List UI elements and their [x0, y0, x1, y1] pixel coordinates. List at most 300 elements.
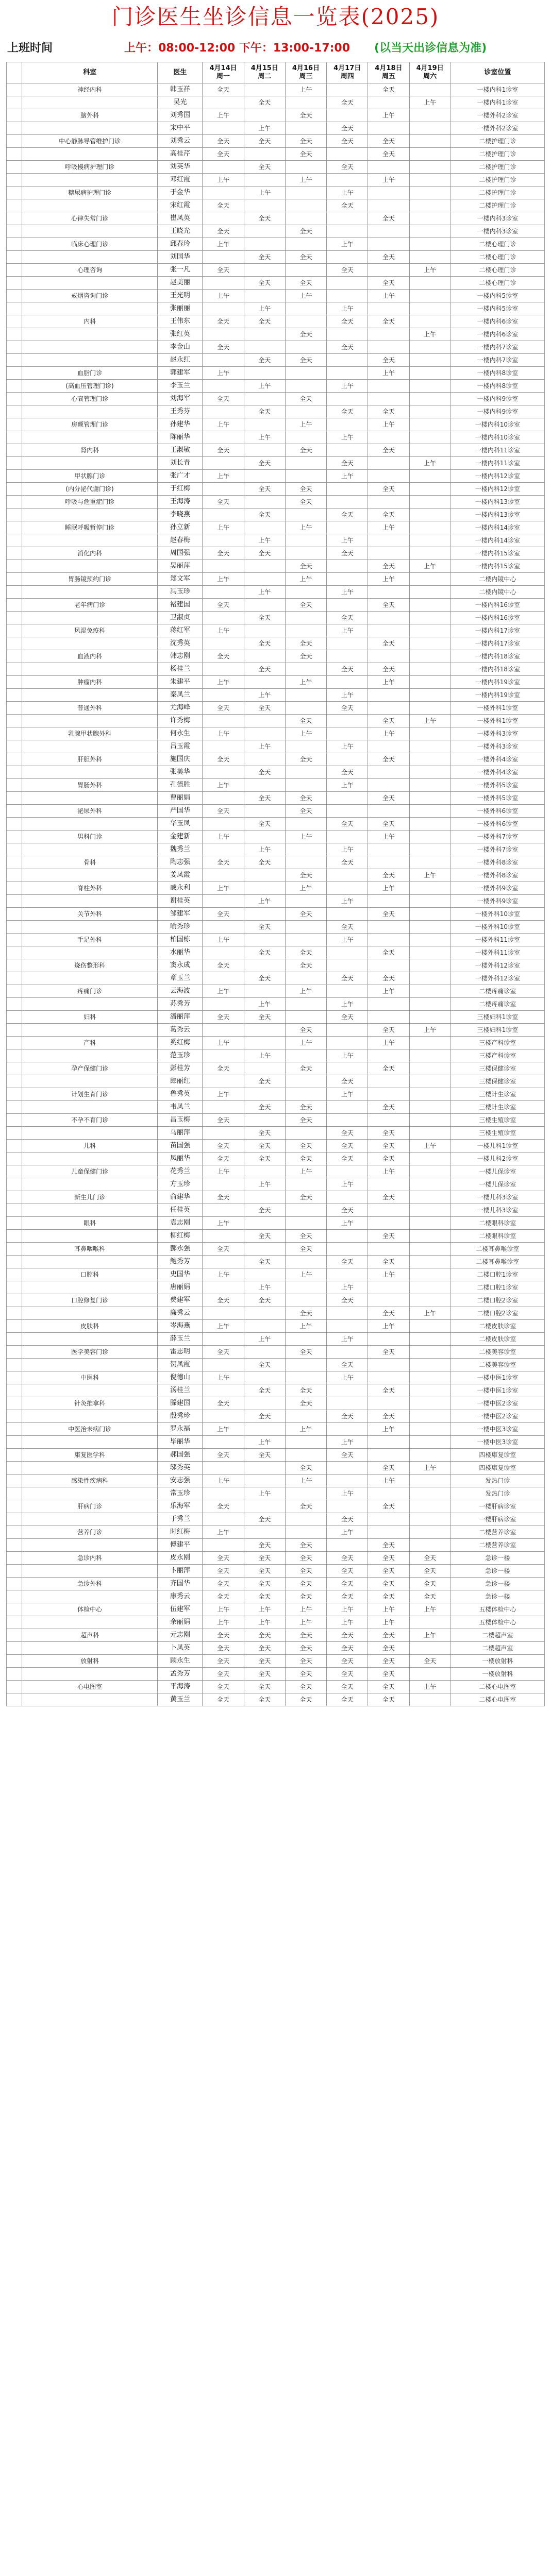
- slot-cell: [203, 1333, 244, 1346]
- slot-cell: 全天: [244, 1384, 285, 1397]
- slot-cell: 全天: [203, 1590, 244, 1603]
- slot-cell: [244, 367, 285, 380]
- slot-cell: [244, 328, 285, 341]
- slot-cell: 全天: [368, 1062, 409, 1075]
- room-cell: 一楼外科2诊室: [450, 109, 544, 122]
- slot-cell: 上午: [203, 1165, 244, 1178]
- dept-cell: 皮肤科: [22, 1320, 158, 1333]
- table-row: [7, 998, 545, 1011]
- slot-cell: 上午: [409, 1024, 450, 1037]
- room-cell: 一楼外科5诊室: [450, 792, 544, 805]
- room-cell: 一楼放射科: [450, 1668, 544, 1681]
- room-cell: 一楼外科4诊室: [450, 766, 544, 779]
- row-side: [7, 1333, 22, 1346]
- slot-cell: 全天: [368, 946, 409, 959]
- slot-cell: 全天: [368, 1462, 409, 1475]
- slot-cell: [327, 573, 368, 586]
- slot-cell: 全天: [285, 1539, 326, 1552]
- doctor-cell: 宋中平: [158, 122, 203, 135]
- row-side: [7, 676, 22, 689]
- row-side: [7, 1191, 22, 1204]
- slot-cell: [203, 1462, 244, 1475]
- slot-cell: [285, 1436, 326, 1449]
- doctor-cell: 金建新: [158, 831, 203, 843]
- slot-cell: 上午: [368, 174, 409, 187]
- slot-cell: [203, 302, 244, 315]
- room-cell: 一楼外科6诊室: [450, 818, 544, 831]
- slot-cell: [327, 831, 368, 843]
- slot-cell: [327, 1024, 368, 1037]
- slot-cell: 全天: [368, 1552, 409, 1565]
- dept-cell: 肿瘤内科: [22, 676, 158, 689]
- slot-cell: 全天: [327, 1642, 368, 1655]
- slot-cell: 上午: [285, 573, 326, 586]
- slot-cell: [244, 753, 285, 766]
- slot-cell: [409, 1114, 450, 1127]
- slot-cell: 全天: [409, 1552, 450, 1565]
- slot-cell: [203, 560, 244, 573]
- slot-cell: 上午: [244, 895, 285, 908]
- doctor-cell: 王秀芬: [158, 405, 203, 418]
- slot-cell: [409, 251, 450, 264]
- room-cell: 二楼耳鼻喉诊室: [450, 1243, 544, 1256]
- row-side: [7, 946, 22, 959]
- row-side: [7, 225, 22, 238]
- row-side: [7, 1693, 22, 1706]
- table-row: [7, 341, 545, 354]
- slot-cell: [409, 483, 450, 496]
- slot-cell: [409, 702, 450, 715]
- room-cell: 二楼护理门诊: [450, 187, 544, 199]
- row-side: [7, 612, 22, 624]
- slot-cell: 上午: [244, 534, 285, 547]
- slot-cell: 全天: [368, 1307, 409, 1320]
- slot-cell: [203, 1436, 244, 1449]
- slot-cell: 上午: [203, 831, 244, 843]
- slot-cell: [409, 187, 450, 199]
- slot-cell: [285, 1178, 326, 1191]
- slot-cell: [409, 1693, 450, 1706]
- doctor-cell: 王晓光: [158, 225, 203, 238]
- slot-cell: 全天: [203, 1294, 244, 1307]
- slot-cell: [409, 1513, 450, 1526]
- room-cell: 一楼内科16诊室: [450, 599, 544, 612]
- slot-cell: [285, 1049, 326, 1062]
- table-row: [7, 1178, 545, 1191]
- doctor-cell: 吕玉霞: [158, 740, 203, 753]
- slot-cell: [409, 521, 450, 534]
- room-cell: 一楼内科9诊室: [450, 405, 544, 418]
- slot-cell: 上午: [409, 715, 450, 727]
- slot-cell: [368, 1049, 409, 1062]
- slot-cell: [409, 753, 450, 766]
- doctor-cell: 章玉兰: [158, 972, 203, 985]
- doctor-cell: 韩玉祥: [158, 83, 203, 96]
- slot-cell: [285, 856, 326, 869]
- slot-cell: 全天: [285, 959, 326, 972]
- doctor-cell: 顾永生: [158, 1655, 203, 1668]
- slot-cell: 全天: [203, 702, 244, 715]
- slot-cell: [409, 985, 450, 998]
- slot-cell: 上午: [409, 869, 450, 882]
- slot-cell: [327, 290, 368, 302]
- slot-cell: [409, 1423, 450, 1436]
- slot-cell: 上午: [409, 1462, 450, 1475]
- row-side: [7, 1565, 22, 1578]
- dept-cell: 肾内科: [22, 444, 158, 457]
- room-cell: 一楼外科7诊室: [450, 843, 544, 856]
- slot-cell: 全天: [244, 1410, 285, 1423]
- row-side: [7, 393, 22, 405]
- slot-cell: 全天: [285, 650, 326, 663]
- slot-cell: 全天: [203, 225, 244, 238]
- slot-cell: [285, 1281, 326, 1294]
- table-row: [7, 843, 545, 856]
- doctor-cell: 刘国华: [158, 251, 203, 264]
- room-cell: 二楼护理门诊: [450, 174, 544, 187]
- slot-cell: [368, 1075, 409, 1088]
- slot-cell: 全天: [244, 1204, 285, 1217]
- table-row: [7, 1230, 545, 1243]
- slot-cell: 全天: [244, 547, 285, 560]
- slot-cell: 全天: [368, 135, 409, 148]
- slot-cell: [285, 1487, 326, 1500]
- slot-cell: [244, 199, 285, 212]
- slot-cell: 全天: [244, 792, 285, 805]
- table-row: [7, 290, 545, 302]
- dept-cell: 普通外科: [22, 702, 158, 715]
- slot-cell: [203, 187, 244, 199]
- doctor-cell: 宋红霞: [158, 199, 203, 212]
- room-cell: 一楼中医1诊室: [450, 1384, 544, 1397]
- table-row: [7, 251, 545, 264]
- dept-cell: [22, 689, 158, 702]
- slot-cell: [244, 1217, 285, 1230]
- doctor-cell: 常玉珍: [158, 1487, 203, 1500]
- slot-cell: [409, 650, 450, 663]
- row-side: [7, 1049, 22, 1062]
- table-row: [7, 187, 545, 199]
- slot-cell: 上午: [285, 1603, 326, 1616]
- slot-cell: [409, 1127, 450, 1140]
- working-hours-line: [7, 37, 543, 60]
- slot-cell: [409, 1165, 450, 1178]
- table-row: [7, 1384, 545, 1397]
- table-row: [7, 1011, 545, 1024]
- slot-cell: [327, 444, 368, 457]
- dept-cell: 胃肠外科: [22, 779, 158, 792]
- table-row: [7, 199, 545, 212]
- slot-cell: [409, 946, 450, 959]
- row-side: [7, 1616, 22, 1629]
- doctor-cell: 周国强: [158, 547, 203, 560]
- row-side: [7, 122, 22, 135]
- doctor-cell: 张一凡: [158, 264, 203, 277]
- slot-cell: [409, 1436, 450, 1449]
- slot-cell: 上午: [203, 676, 244, 689]
- dept-cell: 眼科: [22, 1217, 158, 1230]
- doctor-cell: 康秀云: [158, 1590, 203, 1603]
- row-side: [7, 599, 22, 612]
- dept-cell: [22, 663, 158, 676]
- slot-cell: 全天: [327, 1075, 368, 1088]
- slot-cell: 全天: [285, 1062, 326, 1075]
- slot-cell: 全天: [327, 341, 368, 354]
- header-day-3: 4月16日 周三: [285, 62, 326, 83]
- dept-cell: [22, 740, 158, 753]
- room-cell: 二楼护理门诊: [450, 148, 544, 161]
- room-cell: 三楼计生诊室: [450, 1101, 544, 1114]
- dept-cell: [22, 457, 158, 470]
- slot-cell: [203, 740, 244, 753]
- slot-cell: [409, 1320, 450, 1333]
- room-cell: 急诊一楼: [450, 1565, 544, 1578]
- slot-cell: 上午: [368, 1037, 409, 1049]
- room-cell: 一楼外科11诊室: [450, 946, 544, 959]
- slot-cell: [409, 393, 450, 405]
- dept-cell: 消化内科: [22, 547, 158, 560]
- slot-cell: 上午: [327, 1049, 368, 1062]
- dept-cell: 感染性疾病科: [22, 1475, 158, 1487]
- dept-cell: 胃肠镜预约门诊: [22, 573, 158, 586]
- room-cell: 三楼产科诊室: [450, 1037, 544, 1049]
- row-side: [7, 1230, 22, 1243]
- slot-cell: 上午: [327, 934, 368, 946]
- slot-cell: 全天: [285, 1140, 326, 1153]
- table-row: [7, 1256, 545, 1268]
- row-side: [7, 1075, 22, 1088]
- slot-cell: [203, 818, 244, 831]
- table-row: [7, 496, 545, 509]
- slot-cell: [409, 805, 450, 818]
- slot-cell: 全天: [285, 599, 326, 612]
- slot-cell: [409, 341, 450, 354]
- slot-cell: [409, 818, 450, 831]
- doctor-cell: 高桂芹: [158, 148, 203, 161]
- doctor-cell: 许秀梅: [158, 715, 203, 727]
- room-cell: 一楼内科15诊室: [450, 560, 544, 573]
- slot-cell: 全天: [285, 109, 326, 122]
- slot-cell: [285, 431, 326, 444]
- slot-cell: 全天: [409, 1578, 450, 1590]
- slot-cell: 上午: [203, 238, 244, 251]
- slot-cell: 上午: [203, 1616, 244, 1629]
- slot-cell: 全天: [203, 135, 244, 148]
- slot-cell: [368, 856, 409, 869]
- row-side: [7, 83, 22, 96]
- slot-cell: 全天: [409, 1590, 450, 1603]
- slot-cell: 全天: [285, 1655, 326, 1668]
- slot-cell: 全天: [327, 135, 368, 148]
- slot-cell: [203, 1204, 244, 1217]
- table-row: [7, 96, 545, 109]
- slot-cell: 全天: [285, 354, 326, 367]
- slot-cell: [327, 637, 368, 650]
- slot-cell: [368, 1371, 409, 1384]
- slot-cell: [244, 521, 285, 534]
- slot-cell: 上午: [368, 521, 409, 534]
- dept-cell: [22, 405, 158, 418]
- table-row: [7, 959, 545, 972]
- slot-cell: [203, 766, 244, 779]
- slot-cell: [409, 959, 450, 972]
- slot-cell: 上午: [244, 1487, 285, 1500]
- room-cell: 二楼疼痛诊室: [450, 998, 544, 1011]
- slot-cell: 上午: [244, 1178, 285, 1191]
- slot-cell: 上午: [409, 1603, 450, 1616]
- row-side: [7, 1101, 22, 1114]
- slot-cell: 全天: [368, 1539, 409, 1552]
- dept-cell: [22, 1693, 158, 1706]
- room-cell: 二楼皮肤诊室: [450, 1333, 544, 1346]
- doctor-cell: 蒋红军: [158, 624, 203, 637]
- doctor-cell: 彭桂芳: [158, 1062, 203, 1075]
- table-row: [7, 1101, 545, 1114]
- slot-cell: [203, 1281, 244, 1294]
- slot-cell: [327, 599, 368, 612]
- row-side: [7, 895, 22, 908]
- table-row: [7, 1500, 545, 1513]
- room-cell: 一楼中医2诊室: [450, 1397, 544, 1410]
- slot-cell: [203, 998, 244, 1011]
- slot-cell: [285, 663, 326, 676]
- row-side: [7, 367, 22, 380]
- slot-cell: 上午: [327, 187, 368, 199]
- slot-cell: 全天: [327, 921, 368, 934]
- doctor-cell: 平海涛: [158, 1681, 203, 1693]
- dept-cell: [22, 1359, 158, 1371]
- dept-cell: 脊柱外科: [22, 882, 158, 895]
- slot-cell: 上午: [327, 380, 368, 393]
- slot-cell: 全天: [327, 1410, 368, 1423]
- table-row: [7, 624, 545, 637]
- slot-cell: 上午: [285, 1037, 326, 1049]
- table-row: [7, 689, 545, 702]
- doctor-cell: 奚红梅: [158, 1037, 203, 1049]
- row-side: [7, 1256, 22, 1268]
- slot-cell: 全天: [368, 1384, 409, 1397]
- slot-cell: 全天: [285, 1642, 326, 1655]
- dept-cell: 心律失常门诊: [22, 212, 158, 225]
- table-row: [7, 1049, 545, 1062]
- row-side: [7, 1410, 22, 1423]
- slot-cell: 上午: [409, 264, 450, 277]
- slot-cell: [203, 457, 244, 470]
- slot-cell: [244, 1307, 285, 1320]
- slot-cell: 全天: [244, 1359, 285, 1371]
- row-side: [7, 148, 22, 161]
- slot-cell: [244, 1037, 285, 1049]
- slot-cell: [244, 908, 285, 921]
- doctor-cell: 罗永福: [158, 1423, 203, 1436]
- dept-cell: [22, 946, 158, 959]
- row-side: [7, 715, 22, 727]
- row-side: [7, 779, 22, 792]
- dept-cell: [22, 792, 158, 805]
- slot-cell: 上午: [368, 1165, 409, 1178]
- slot-cell: 全天: [327, 1552, 368, 1565]
- slot-cell: [368, 534, 409, 547]
- slot-cell: [409, 315, 450, 328]
- header-room: 诊室位置: [450, 62, 544, 83]
- row-side: [7, 1642, 22, 1655]
- slot-cell: [327, 1307, 368, 1320]
- slot-cell: 全天: [244, 405, 285, 418]
- slot-cell: 上午: [244, 1281, 285, 1294]
- room-cell: 一楼儿保诊室: [450, 1165, 544, 1178]
- slot-cell: [409, 856, 450, 869]
- slot-cell: 上午: [327, 740, 368, 753]
- dept-cell: 医学美容门诊: [22, 1346, 158, 1359]
- dept-cell: 关节外科: [22, 908, 158, 921]
- slot-cell: 全天: [368, 1230, 409, 1243]
- slot-cell: 全天: [285, 483, 326, 496]
- table-row: [7, 985, 545, 998]
- slot-cell: [368, 1243, 409, 1256]
- doctor-cell: 刘长青: [158, 457, 203, 470]
- dept-cell: 中心静脉导管维护门诊: [22, 135, 158, 148]
- dept-cell: 戒烟咨询门诊: [22, 290, 158, 302]
- slot-cell: [285, 341, 326, 354]
- slot-cell: [409, 1204, 450, 1217]
- slot-cell: 上午: [244, 380, 285, 393]
- slot-cell: [327, 1268, 368, 1281]
- slot-cell: [285, 843, 326, 856]
- slot-cell: 上午: [285, 727, 326, 740]
- dept-cell: [22, 1384, 158, 1397]
- slot-cell: [244, 831, 285, 843]
- doctor-cell: 魏秀兰: [158, 843, 203, 856]
- room-cell: 一楼外科1诊室: [450, 702, 544, 715]
- room-cell: 一楼儿保诊室: [450, 1178, 544, 1191]
- slot-cell: 全天: [244, 1668, 285, 1681]
- slot-cell: [203, 715, 244, 727]
- slot-cell: 全天: [327, 122, 368, 135]
- doctor-cell: 喻秀珍: [158, 921, 203, 934]
- slot-cell: 全天: [327, 405, 368, 418]
- doctor-cell: 水丽华: [158, 946, 203, 959]
- slot-cell: 全天: [203, 1681, 244, 1693]
- table-row: [7, 663, 545, 676]
- room-cell: 二楼超声室: [450, 1629, 544, 1642]
- slot-cell: [203, 380, 244, 393]
- slot-cell: [285, 264, 326, 277]
- doctor-cell: 秦凤兰: [158, 689, 203, 702]
- slot-cell: 全天: [285, 393, 326, 405]
- row-side: [7, 1629, 22, 1642]
- slot-cell: 上午: [203, 1088, 244, 1101]
- room-cell: 一楼外科3诊室: [450, 727, 544, 740]
- doctor-cell: 孙立新: [158, 521, 203, 534]
- table-row: [7, 766, 545, 779]
- slot-cell: [368, 934, 409, 946]
- row-side: [7, 959, 22, 972]
- slot-cell: 上午: [327, 1487, 368, 1500]
- room-cell: 二楼心电图室: [450, 1681, 544, 1693]
- slot-cell: [368, 921, 409, 934]
- doctor-cell: 马丽萍: [158, 1127, 203, 1140]
- slot-cell: [327, 1230, 368, 1243]
- slot-cell: 全天: [368, 1565, 409, 1578]
- row-side: [7, 1088, 22, 1101]
- slot-cell: 上午: [409, 1681, 450, 1693]
- slot-cell: 全天: [203, 1397, 244, 1410]
- slot-cell: 全天: [285, 1114, 326, 1127]
- dept-cell: 计划生育门诊: [22, 1088, 158, 1101]
- slot-cell: [244, 1191, 285, 1204]
- row-side: [7, 766, 22, 779]
- slot-cell: 上午: [244, 187, 285, 199]
